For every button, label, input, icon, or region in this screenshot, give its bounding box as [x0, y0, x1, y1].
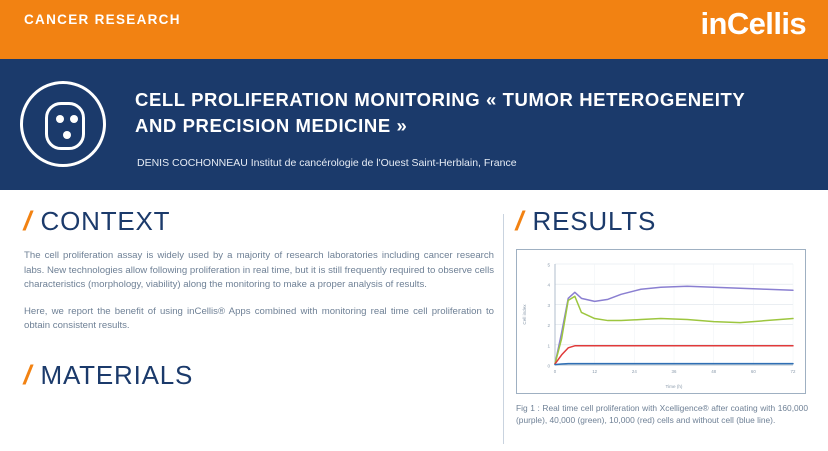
poster-authors: DENIS COCHONNEAU Institut de cancérologie de l'Ouest Saint-Herblain, France	[137, 157, 517, 169]
cell-dot	[63, 131, 71, 139]
header-category: CANCER RESEARCH	[24, 12, 181, 27]
svg-text:Time (h): Time (h)	[665, 384, 683, 389]
slash-icon: /	[20, 359, 35, 390]
figure-caption: Fig 1 : Real time cell proliferation with Xcelligence® after coating with 160,000 (purple), 40,000 (green), 10,000 (red) cells and without cell (blue line).	[516, 403, 808, 425]
svg-text:5: 5	[547, 262, 550, 268]
left-column	[20, 206, 494, 403]
cell-dot	[70, 115, 78, 123]
header-bar	[0, 0, 828, 59]
svg-text:60: 60	[750, 369, 756, 374]
materials-heading	[20, 359, 494, 390]
svg-text:3: 3	[547, 302, 550, 308]
svg-text:0: 0	[547, 363, 550, 369]
poster-body	[0, 190, 828, 451]
svg-text:1: 1	[547, 343, 550, 349]
title-band	[0, 59, 828, 190]
svg-text:12: 12	[592, 369, 598, 374]
flask-body-shape	[45, 102, 85, 150]
materials-heading-label: MATERIALS	[40, 359, 194, 390]
brand-logo: inCellis	[700, 6, 806, 41]
svg-text:48: 48	[711, 369, 717, 374]
results-heading-label: RESULTS	[532, 206, 657, 236]
results-heading	[512, 206, 808, 236]
svg-text:2: 2	[547, 323, 550, 329]
context-paragraph-1: The cell proliferation assay is widely used by a majority of research laboratories including cancer research labs. New technologies allow following proliferation in real time, but it is still frequently required to observe cells characteristics (morphology, viability) along the monitoring to make a proper analysis of results.	[24, 250, 494, 290]
cell-culture-flask-icon	[20, 81, 106, 167]
svg-text:4: 4	[547, 282, 550, 288]
svg-text:72: 72	[790, 369, 796, 374]
slash-icon: /	[20, 206, 35, 236]
poster-title: CELL PROLIFERATION MONITORING « TUMOR HETEROGENEITY AND PRECISION MEDICINE »	[135, 89, 745, 136]
context-heading-label: CONTEXT	[40, 206, 171, 236]
proliferation-line-chart	[517, 250, 805, 393]
context-paragraph-2: Here, we report the benefit of using inCellis® Apps combined with monitoring real time cell proliferation to obtain consistent results.	[24, 305, 494, 331]
slash-icon: /	[512, 206, 527, 236]
cell-dot	[56, 115, 64, 123]
column-divider	[503, 214, 504, 444]
svg-text:24: 24	[631, 369, 637, 374]
svg-text:Cell index: Cell index	[522, 304, 527, 325]
right-column	[512, 206, 808, 426]
results-figure	[516, 249, 806, 394]
context-heading	[20, 206, 494, 236]
svg-text:0: 0	[553, 369, 557, 374]
svg-text:36: 36	[671, 369, 677, 374]
